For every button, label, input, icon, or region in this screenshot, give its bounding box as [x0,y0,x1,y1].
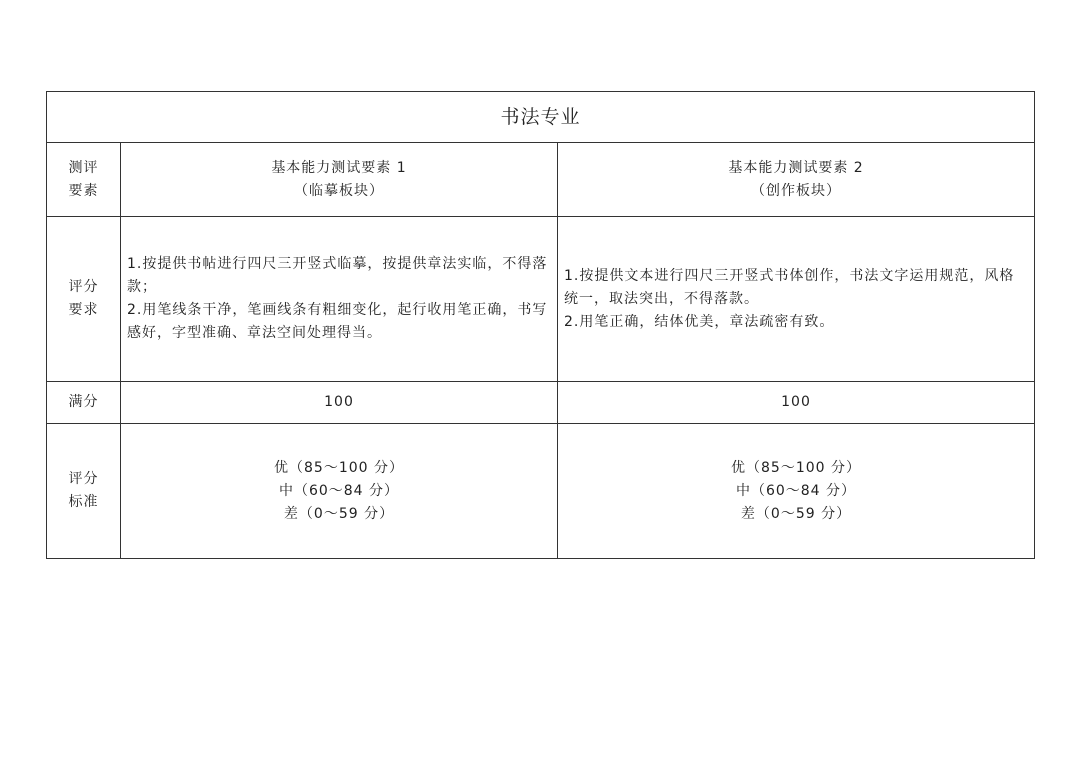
requirements-col2-item-1: 1.按提供文本进行四尺三开竖式书体创作，书法文字运用规范，风格统一，取法突出，不得落款。 [564,267,1015,307]
requirements-row [47,217,1035,382]
header-label-cell [47,143,121,217]
standards-col1-excellent: 优（85～100 分） [274,459,404,476]
standards-label-line-1: 评分 [68,471,99,487]
table-title: 书法专业 [47,92,1035,143]
requirements-col1-item-1: 1.按提供书帖进行四尺三开竖式临摹，按提供章法实临，不得落款； [127,256,548,295]
requirements-label-line-1: 评分 [68,279,99,295]
requirements-col1-cell [121,217,558,382]
header-col1-line-1: 基本能力测试要素 1 [271,159,407,176]
standards-col2-cell [558,424,1035,559]
standards-col2-excellent: 优（85～100 分） [731,459,861,476]
header-col1-cell [121,143,558,217]
calligraphy-assessment-table [46,91,1035,559]
standards-row [47,424,1035,559]
standards-col1-poor: 差（0～59 分） [283,505,395,522]
requirements-col2-cell [558,217,1035,382]
title-row [47,92,1035,143]
standards-col1-cell [121,424,558,559]
requirements-col2-item-2: 2.用笔正确，结体优美，章法疏密有致。 [564,313,835,330]
full-score-row [47,382,1035,424]
requirements-label-line-2: 要求 [68,302,99,318]
full-score-col1: 100 [121,382,558,424]
header-col2-line-1: 基本能力测试要素 2 [728,159,864,176]
requirements-label-cell [47,217,121,382]
header-col1-line-2: （临摹板块） [294,182,384,199]
header-col2-cell [558,143,1035,217]
header-col2-line-2: （创作板块） [751,182,841,199]
standards-label-cell [47,424,121,559]
full-score-col2: 100 [558,382,1035,424]
requirements-col1-item-2: 2.用笔线条干净，笔画线条有粗细变化，起行收用笔正确，书写感好，字型准确、章法空间处理得当。 [127,302,548,341]
full-score-label: 满分 [47,382,121,424]
standards-label-line-2: 标准 [68,494,99,510]
standards-col2-medium: 中（60～84 分） [735,482,857,499]
standards-col1-medium: 中（60～84 分） [278,482,400,499]
header-row [47,143,1035,217]
header-label-line-1: 测评 [68,159,99,176]
standards-col2-poor: 差（0～59 分） [740,505,852,522]
header-label-line-2: 要素 [68,182,99,199]
